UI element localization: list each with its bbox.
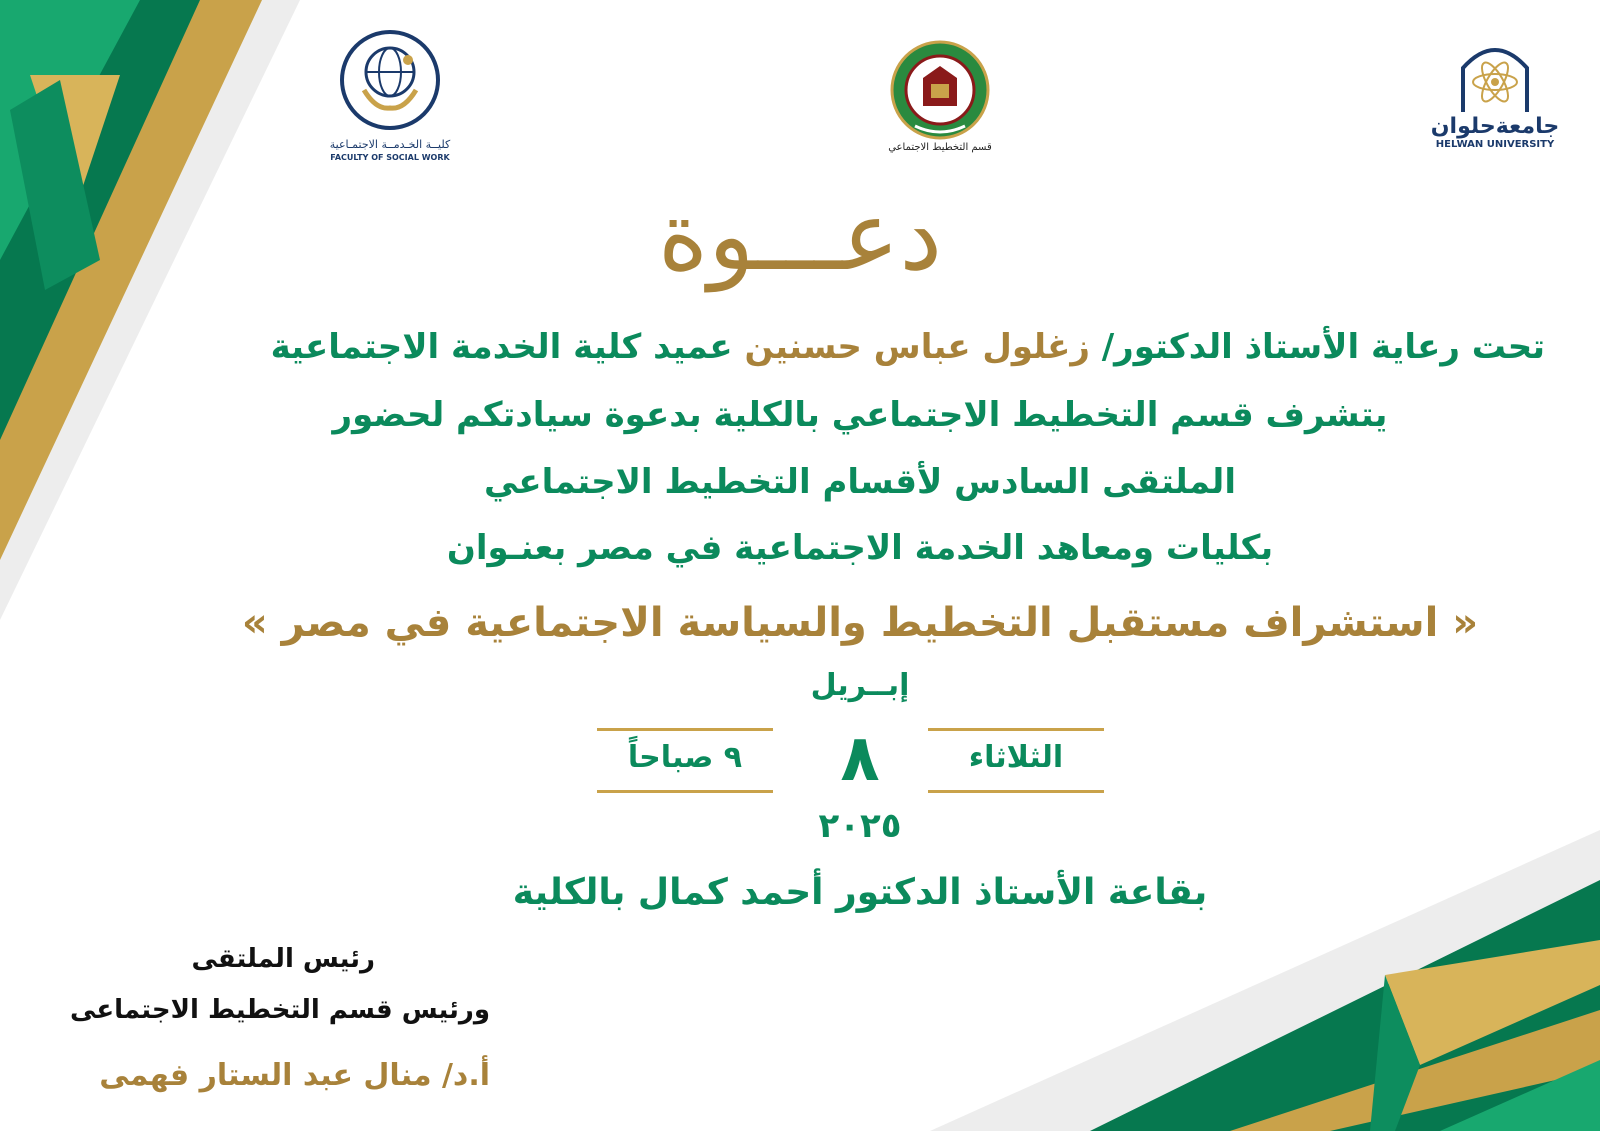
- date-day-name: الثلاثاء: [968, 740, 1064, 775]
- event-title: « استشراف مستقبل التخطيط والسياسة الاجتماعية في مصر »: [241, 600, 1479, 646]
- department-caption-ar: قسم التخطيط الاجتماعي: [888, 142, 992, 153]
- helwan-caption-ar: جامعةحلوان: [1430, 114, 1560, 139]
- rule-time-top: [597, 728, 773, 731]
- invitation-title: دعـــوة: [657, 180, 943, 292]
- signature-role-1: رئيس الملتقى: [191, 944, 375, 974]
- rule-time-bottom: [597, 790, 773, 793]
- globe-hands-icon: [338, 28, 442, 132]
- social-work-caption-ar: كليــة الخـدمــة الاجتمـاعية: [329, 138, 451, 151]
- date-time: ٩ صباحاً: [627, 740, 743, 775]
- patronage-line: [271, 327, 1545, 367]
- social-work-caption-en: FACULTY OF SOCIAL WORK: [330, 153, 450, 162]
- dean-name: زغلول عباس حسنين: [744, 327, 1090, 367]
- invitation-line-1: يتشرف قسم التخطيط الاجتماعي بالكلية بدعوة سيادتكم لحضور: [332, 395, 1388, 435]
- date-day-number: ٨: [840, 722, 880, 796]
- signature-role-2: ورئيس قسم التخطيط الاجتماعى: [70, 995, 490, 1025]
- patronage-suffix: عميد كلية الخدمة الاجتماعية: [270, 327, 733, 367]
- social-work-logo: [315, 28, 465, 162]
- department-emblem-icon: [885, 38, 995, 142]
- signature-name: أ.د/ منال عبد الستار فهمى: [99, 1058, 490, 1093]
- rule-day-bottom: [928, 790, 1104, 793]
- invitation-line-2: الملتقى السادس لأقسام التخطيط الاجتماعي: [484, 462, 1236, 502]
- venue: بقاعة الأستاذ الدكتور أحمد كمال بالكلية: [512, 872, 1208, 913]
- date-year: ٢٠٢٥: [818, 806, 902, 846]
- helwan-caption-en: HELWAN UNIVERSITY: [1435, 139, 1555, 150]
- patronage-prefix: تحت رعاية الأستاذ الدكتور/: [1101, 327, 1545, 367]
- rule-day-top: [928, 728, 1104, 731]
- atom-arch-icon: [1455, 40, 1535, 112]
- helwan-logo: [1430, 40, 1560, 150]
- invitation-line-3: بكليات ومعاهد الخدمة الاجتماعية في مصر بعنـوان: [446, 528, 1274, 568]
- department-logo: [880, 38, 1000, 153]
- date-month: إبــريل: [810, 668, 910, 703]
